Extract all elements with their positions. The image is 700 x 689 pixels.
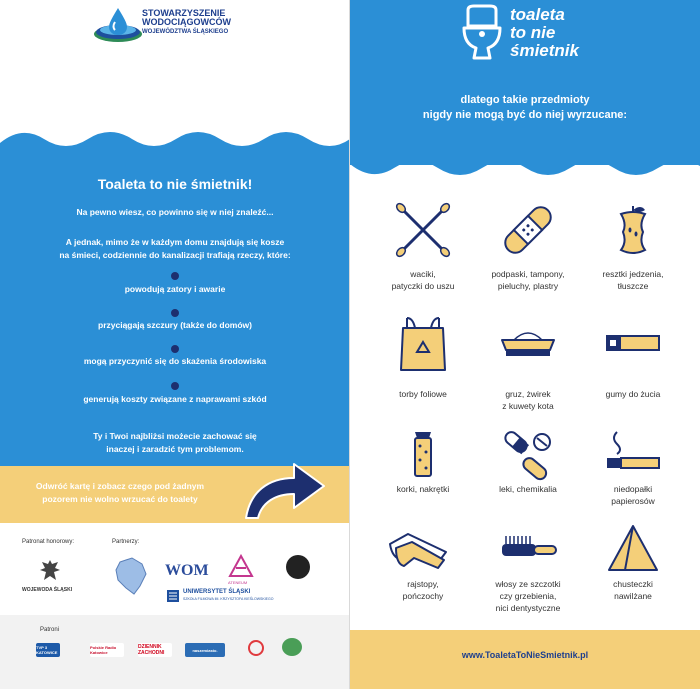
brand-line-3: śmietnik — [510, 41, 579, 60]
left-heading: Toaleta to nie śmietnik! — [97, 176, 253, 192]
item-label — [473, 388, 583, 412]
university-school: SZKOŁA FILMOWA IM. KRZYSZTOFA KIEŚLOWSKIEGO — [183, 597, 274, 601]
item-label — [368, 483, 478, 495]
apple-core-icon — [603, 200, 663, 260]
closing-line-2: inaczej i zaradzić tym problemom. — [106, 444, 244, 454]
item-label-line: waciki, — [410, 269, 436, 279]
bullet-item: przyciągają szczury (także do domów) — [98, 320, 252, 330]
university-emblem-icon — [166, 589, 180, 603]
item-label-line: rajstopy, — [407, 579, 439, 589]
item-label — [368, 268, 478, 292]
brand-line-2: to nie — [510, 23, 556, 42]
chewing-gum-icon — [603, 312, 663, 372]
patron-logo: DZIENNIK ZACHODNI — [138, 643, 172, 657]
bullet-dot-icon — [171, 272, 179, 280]
org-name-line1: STOWARZYSZENIE — [142, 8, 226, 18]
subtitle-line-1: dlatego takie przedmioty — [460, 94, 590, 106]
item-label-line: niedopałki — [613, 484, 653, 494]
item-label-line: gumy do żucia — [605, 389, 661, 399]
eagle-emblem-icon — [38, 558, 62, 584]
item-label-line: włosy ze szczotki — [495, 579, 561, 589]
bullet-item: powodują zatory i awarie — [124, 284, 226, 294]
patron-circle-icon — [248, 640, 264, 656]
tights-icon — [388, 520, 448, 580]
right-subtitle — [350, 93, 700, 123]
bullet-item: generują koszty związane z naprawami szkód — [83, 394, 267, 404]
ateneum-logo-icon — [226, 554, 256, 580]
bullet-dot-icon — [171, 309, 179, 317]
item-label-line: podpaski, tampony, — [491, 269, 565, 279]
org-name — [142, 9, 231, 37]
brand-line-1: toaleta — [510, 5, 565, 24]
leaf-logo-icon — [282, 638, 302, 656]
item-label-line: chusteczki — [613, 579, 653, 589]
curved-arrow-icon — [236, 452, 332, 522]
closing-line-1: Ty i Twoi najbliżsi możecie zachować się — [93, 431, 257, 441]
item-label — [368, 578, 478, 602]
item-label — [578, 578, 688, 602]
brand-title — [510, 6, 630, 60]
wave-decoration-icon — [350, 150, 700, 182]
item-label-line: z kuwety kota — [502, 401, 554, 411]
hairbrush-icon — [498, 524, 558, 584]
cta-line-1: Odwróć kartę i zobacz czego pod żadnym — [35, 481, 205, 491]
item-label-line: torby foliowe — [399, 389, 447, 399]
circle-badge-icon — [286, 555, 310, 579]
toilet-icon — [460, 4, 504, 60]
intro-text: Na pewno wiesz, co powinno się w niej znaleźć... — [76, 207, 274, 217]
org-name-line3: WOJEWÓDZTWA ŚLĄSKIEGO — [142, 29, 229, 35]
subtitle-line-2: nigdy nie mogą być do niej wyrzucane: — [422, 109, 628, 121]
silesia-map-icon — [112, 556, 152, 596]
item-label — [473, 578, 583, 614]
item-label — [578, 483, 688, 507]
item-label — [578, 268, 688, 292]
patron-org: WOJEWODA ŚLĄSKI — [22, 587, 73, 593]
litter-box-icon — [498, 312, 558, 372]
cigarette-icon — [603, 424, 663, 484]
item-label-line: pieluchy, plastry — [497, 281, 559, 291]
right-panel — [350, 0, 700, 689]
item-label — [473, 268, 583, 292]
item-label-line: gruz, żwirek — [505, 389, 551, 399]
item-label-line: leki, chemikalia — [499, 484, 557, 494]
patron-logo: naszemiasto. — [185, 643, 225, 657]
bullet-dot-icon — [171, 345, 179, 353]
university-name: UNIWERSYTET ŚLĄSKI — [183, 589, 251, 595]
svg-text:WOM: WOM — [165, 562, 209, 579]
item-label-line: czy grzebienia, — [499, 591, 557, 601]
cta-line-2: pozorem nie wolno wrzucać do toalety — [42, 494, 198, 504]
patrons-label: Patroni — [40, 627, 60, 633]
bullet-item: mogą przyczynić się do skażenia środowiska — [83, 356, 267, 366]
item-label-line: nawilżane — [614, 591, 652, 601]
website-link[interactable]: www.ToaletaToNieSmietnik.pl — [461, 650, 589, 660]
patron-logo: TVP 3 KATOWICE — [36, 643, 60, 657]
partners-label: Partnerzy: — [112, 539, 140, 545]
org-name-line2: WODOCIĄGOWCÓW — [142, 17, 231, 27]
info-section — [0, 150, 350, 466]
pills-icon — [498, 424, 558, 484]
item-label-line: patyczki do uszu — [391, 281, 455, 291]
tissue-icon — [603, 520, 663, 580]
item-label-line: papierosów — [611, 496, 655, 506]
bullet-dot-icon — [171, 382, 179, 390]
patron-logo: Polskie Radio Katowice — [90, 643, 124, 657]
paragraph-line-1: A jednak, mimo że w każdym domu znajdują się kosze — [65, 237, 285, 247]
patronage-label: Patronat honorowy: — [22, 539, 75, 545]
paragraph-line-2: na śmieci, codziennie do kanalizacji trafiają rzeczy, które: — [59, 250, 291, 260]
cta-text — [20, 480, 220, 506]
cotton-swabs-icon — [393, 200, 453, 260]
item-label — [578, 388, 688, 400]
item-label — [368, 388, 478, 400]
wom-logo-icon — [163, 553, 209, 583]
bandage-icon — [498, 200, 558, 260]
ateneum-text: ATENEUM — [228, 580, 248, 585]
plastic-bag-icon — [393, 312, 453, 372]
item-label-line: pończochy — [402, 591, 444, 601]
item-label-line: tłuszcze — [617, 281, 649, 291]
item-label-line: korki, nakrętki — [396, 484, 450, 494]
item-label-line: resztki jedzenia, — [602, 269, 664, 279]
item-label-line: nici dentystyczne — [495, 603, 561, 613]
item-label — [473, 483, 583, 495]
cork-icon — [393, 424, 453, 484]
